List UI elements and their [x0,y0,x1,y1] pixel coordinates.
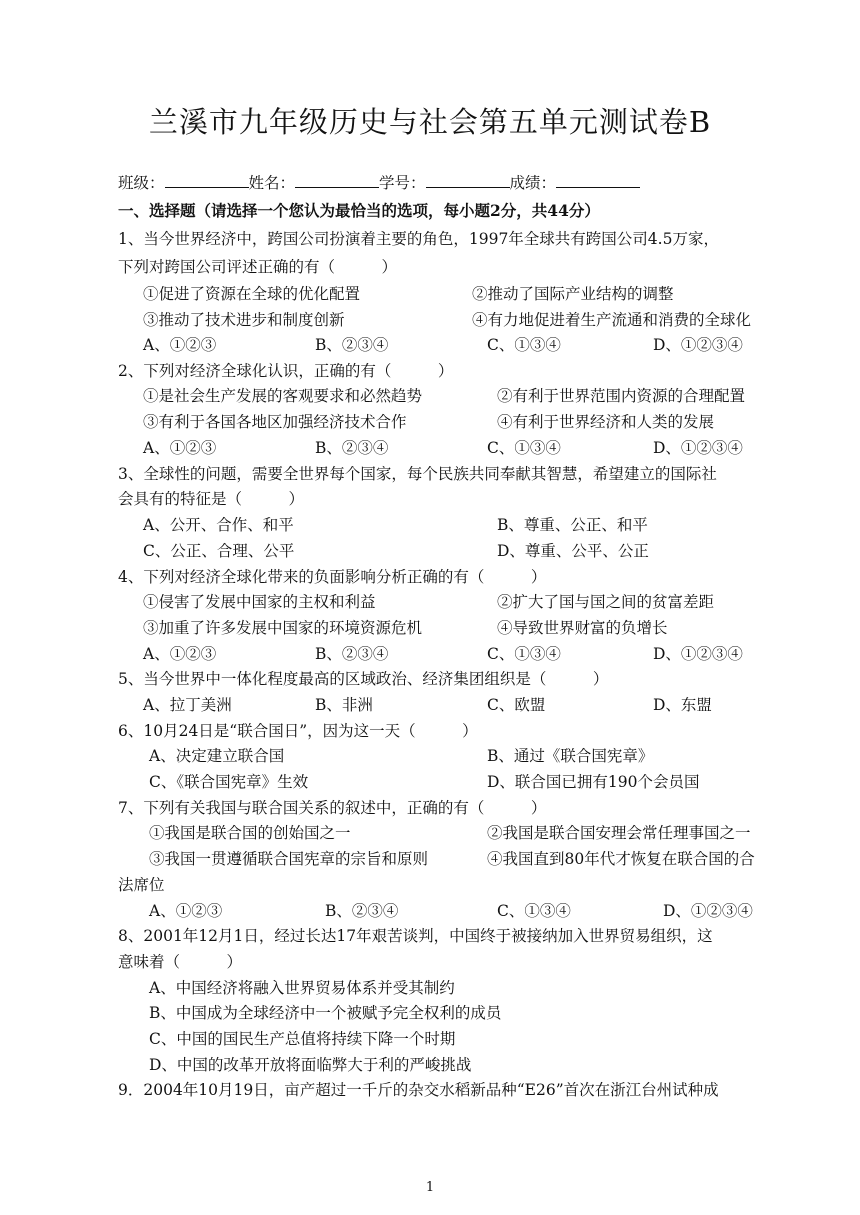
q5-choice-b: B、非洲 [315,696,373,714]
q2-stem-line1: 2、下列对经济全球化认识，正确的有（ ） [118,362,454,380]
q7-choice-b: B、②③④ [325,902,399,920]
q6-stem-line1: 6、10月24日是“联合国日”，因为这一天（ ） [118,722,478,740]
q4-stem-line1: 4、下列对经济全球化带来的负面影响分析正确的有（ ） [118,568,547,586]
q4-choice-c: C、①③④ [487,645,561,663]
q7-option-1: ①我国是联合国的创始国之一 [149,824,351,842]
q3-choice-c: C、公正、合理、公平 [143,542,295,560]
q8-choice-b: B、中国成为全球经济中一个被赋予完全权利的成员 [149,1004,502,1022]
q6-choice-c: C、《联合国宪章》生效 [149,773,309,791]
q1-stem-line1: 1、当今世界经济中，跨国公司扮演着主要的角色，1997年全球共有跨国公司4.5万家， [118,230,719,248]
q1-option-1: ①促进了资源在全球的优化配置 [143,285,361,303]
name-label: 姓名： [248,174,296,192]
q2-option-2: ②有利于世界范围内资源的合理配置 [497,387,746,405]
q8-stem-line1: 8、2001年12月1日，经过长达17年艰苦谈判，中国终于被接纳加入世界贸易组织，这 [118,927,713,945]
q7-option-2: ②我国是联合国安理会常任理事国之一 [487,824,751,842]
q8-stem-line2: 意味着（ ） [118,953,243,971]
q2-option-3: ③有利于各国各地区加强经济技术合作 [143,413,407,431]
q7-option-4: ④我国直到80年代才恢复在联合国的合 [487,850,755,868]
q1-choice-a: A、①②③ [143,336,217,354]
q1-option-2: ②推动了国际产业结构的调整 [472,285,674,303]
q2-choice-b: B、②③④ [315,439,389,457]
student-info-line [118,173,640,193]
q1-choice-b: B、②③④ [315,336,389,354]
q7-option-4-continued: 法席位 [118,876,165,894]
q4-option-2: ②扩大了国与国之间的贫富差距 [497,593,715,611]
q6-choice-b: B、通过《联合国宪章》 [487,747,654,765]
q5-choice-a: A、拉丁美洲 [143,696,232,714]
q1-choice-d: D、①②③④ [653,336,743,354]
q4-choice-b: B、②③④ [315,645,389,663]
q2-option-4: ④有利于世界经济和人类的发展 [497,413,715,431]
q1-option-4: ④有力地促进着生产流通和消费的全球化 [472,311,752,329]
score-label: 成绩： [509,174,557,192]
q2-choice-c: C、①③④ [487,439,561,457]
q7-choice-d: D、①②③④ [663,902,753,920]
q8-choice-a: A、中国经济将融入世界贸易体系并受其制约 [149,979,455,997]
q4-choice-d: D、①②③④ [653,645,743,663]
id-label: 学号： [379,174,426,192]
q4-option-3: ③加重了许多发展中国家的环境资源危机 [143,619,423,637]
page-title: 兰溪市九年级历史与社会第五单元测试卷B [148,105,712,139]
q4-option-4: ④导致世界财富的负增长 [497,619,668,637]
section-heading: 一、选择题（请选择一个您认为最恰当的选项，每小题2分，共44分） [118,201,600,220]
id-blank[interactable] [426,173,510,188]
q3-choice-b: B、尊重、公正、和平 [497,516,648,534]
q8-choice-d: D、中国的改革开放将面临弊大于利的严峻挑战 [149,1056,472,1074]
q6-choice-d: D、联合国已拥有190个会员国 [487,773,700,791]
q1-option-3: ③推动了技术进步和制度创新 [143,311,345,329]
q3-choice-a: A、公开、合作、和平 [143,516,294,534]
q1-choice-c: C、①③④ [487,336,561,354]
q5-stem-line1: 5、当今世界中一体化程度最高的区域政治、经济集团组织是（ ） [118,670,609,688]
page-number: 1 [425,1180,435,1195]
q2-option-1: ①是社会生产发展的客观要求和必然趋势 [143,387,423,405]
q5-choice-c: C、欧盟 [487,696,546,714]
q1-stem-line2: 下列对跨国公司评述正确的有（ ） [118,258,398,276]
q3-stem-line2: 会具有的特征是（ ） [118,490,305,508]
q4-option-1: ①侵害了发展中国家的主权和利益 [143,593,376,611]
name-blank[interactable] [295,173,379,188]
score-blank[interactable] [556,173,640,188]
q7-choice-c: C、①③④ [497,902,571,920]
q9-stem-line1: 9．2004年10月19日，亩产超过一千斤的杂交水稻新品种“E26”首次在浙江台州试种成 [118,1081,719,1099]
q4-choice-a: A、①②③ [143,645,217,663]
q3-stem-line1: 3、全球性的问题，需要全世界每个国家，每个民族共同奉献其智慧，希望建立的国际社 [118,465,717,483]
class-label: 班级： [118,174,165,192]
q2-choice-a: A、①②③ [143,439,217,457]
q8-choice-c: C、中国的国民生产总值将持续下降一个时期 [149,1030,456,1048]
q2-choice-d: D、①②③④ [653,439,743,457]
q5-choice-d: D、东盟 [653,696,712,714]
class-blank[interactable] [165,173,249,188]
q3-choice-d: D、尊重、公平、公正 [497,542,649,560]
q6-choice-a: A、决定建立联合国 [149,747,285,765]
q7-stem-line1: 7、下列有关我国与联合国关系的叙述中，正确的有（ ） [118,799,547,817]
q7-option-3: ③我国一贯遵循联合国宪章的宗旨和原则 [149,850,429,868]
q7-choice-a: A、①②③ [149,902,223,920]
